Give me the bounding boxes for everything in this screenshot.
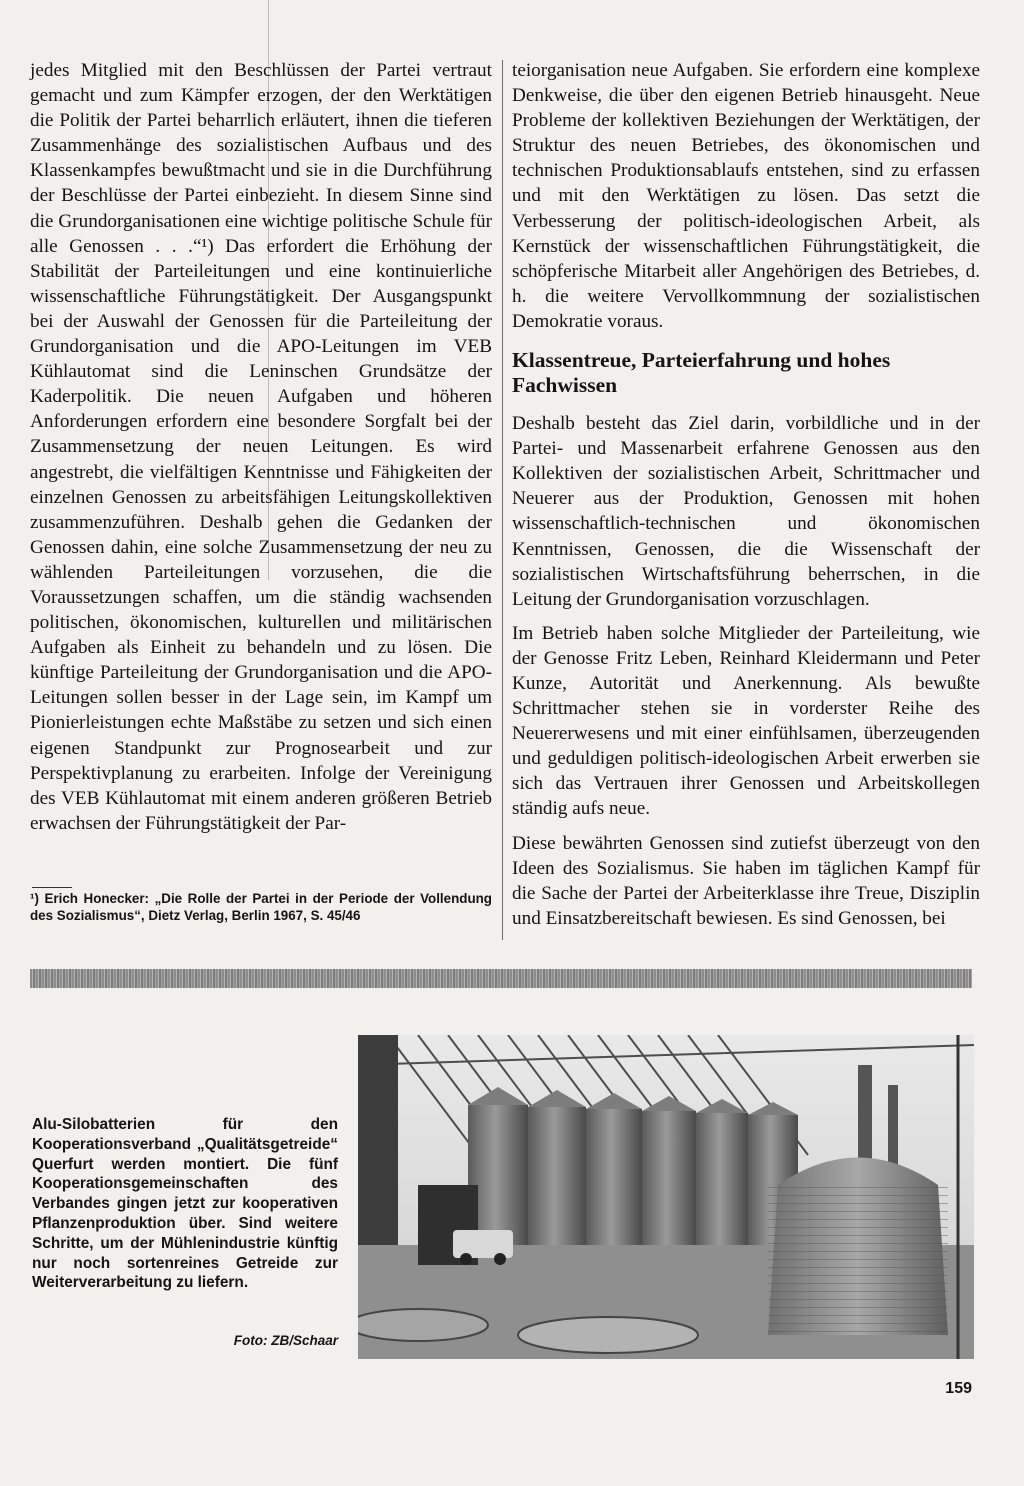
article-left-column [30,58,492,836]
paragraph-3: Diese bewährten Genossen sind zutiefst überzeugt von den Ideen des Sozialismus. Sie haben im täglichen Kampf für die Sache der Partei der Arbeiterklasse ihre Treue, Disziplin und Einsatzbereitschaft bewiesen. Es sind Genossen, bei [512,832,980,929]
page-number: 159 [945,1380,972,1397]
paragraph-2: Im Betrieb haben solche Mitglieder der Parteileitung, wie der Genosse Fritz Leben, Reinhard Kleidermann und Peter Kunze, Autorität und Anerkennung. Als bewußte Schrittmacher stehen sie in vorderster Reihe des Neuererwesens und mit einer einfühlsamen, überzeugenden und geduldigen politisch-ideologischen Arbeit erwerben sie sich das Vertrauen ihrer Genossen und Arbeitskollegen ständig aufs neue. [512,622,980,820]
silo-photo [358,1035,974,1359]
right-column-intro: teiorganisation neue Aufgaben. Sie erfordern eine komplexe Denkweise, die über den eigenen Betrieb hinausgeht. Neue Probleme der kollektiven Beziehungen der Werktätigen, der Struktur des neuen Betriebes, des ökonomischen und technischen Produktionsablaufs entstehen, sind zu erfassen und mit den Werktätigen zu lösen. Das setzt die Verbesserung der politisch-ideologischen Arbeit, als Kernstück der wissenschaftlichen Führungstätigkeit, die schöpferische Mitarbeit aller Angehörigen des Betriebes, d. h. die weitere Vervollkommnung der sozialistischen Demokratie voraus. [512,60,980,332]
footnote-rule [32,887,72,888]
left-column-text: jedes Mitglied mit den Beschlüssen der Partei vertraut gemacht und zum Kämpfer erzogen, der den Werktätigen die Politik der Partei beharrlich erläutert, ihnen die tieferen Zusammenhänge des sozialistischen Aufbaus und des Klassenkampfes bewußtmacht und sie in die Durchführung der Beschlüsse der Partei einbezieht. In diesem Sinne sind die Grundorganisationen eine wichtige politische Schule für alle Genossen . . .“¹) Das erfordert die Erhöhung der Stabilität der Parteileitungen und eine kontinuierliche wissenschaftliche Führungstätigkeit. Der Ausgangspunkt bei der Auswahl der Genossen für die Parteileitung der Grundorganisation und die APO-Leitungen im VEB Kühlautomat sind die Leninschen Grundsätze der Kaderpolitik. Die neuen Aufgaben und höheren Anforderungen erfordern eine besondere Sorgfalt bei der Zusammensetzung der neuen Leitungen. Es wird angestrebt, die vielfältigen Kenntnisse und Fähigkeiten der einzelnen Genossen zu arbeitsfähigen Leitungskollektiven zusammenzuführen. Deshalb gehen die Gedanken der Genossen dahin, eine solche Zusammensetzung der neu zu wählenden Parteileitungen vorzusehen, die die Voraussetzungen schaffen, um die ständig wachsenden politischen, ökonomischen, kulturellen und militärischen Aufgaben als Einheit zu behandeln und zu lösen. Die künftige Parteileitung der Grundorganisation und die APO-Leitungen sollen besser in der Lage sein, im Kampf um Pionierleistungen echte Maßstäbe zu setzen und sich einen eigenen Standpunkt zur Prognosearbeit und zur Perspektivplanung zu erarbeiten. Infolge der Vereinigung des VEB Kühlautomat mit einem anderen größeren Betrieb erwachsen der Führungstätigkeit der Par- [30,60,492,834]
photo-caption: Alu-Silobatterien für den Kooperationsverband „Qualitätsgetreide“ Querfurt werden montiert. Die fünf Kooperationsgemeinschaften des Verbandes gingen jetzt zur kooperativen Pflanzenproduktion über. Sind weitere Schritte, um der Mühlenindustrie künftig nur noch sortenreines Getreide zur Weiterverarbeitung zu liefern. [32,1116,338,1292]
photo-credit: Foto: ZB/Schaar [233,1333,338,1348]
silo-photo-image [358,1035,974,1359]
footnote: ¹) Erich Honecker: „Die Rolle der Partei in der Periode der Vollendung des Sozialismus“, Dietz Verlag, Berlin 1967, S. 45/46 [30,891,492,923]
paragraph-1: Deshalb besteht das Ziel darin, vorbildliche und in der Partei- und Massenarbeit erfahrene Genossen aus den Kollektiven der sozialistischen Arbeit, Schrittmacher und Neuerer aus der Produktion, Genossen mit hohen wissenschaftlich-technischen und ökonomischen Kenntnissen, Genossen, die die Wissenschaft der sozialistischen Wirtschaftsführung beherrschen, in die Leitung der Grundorganisation vorzuschlagen. [512,413,980,610]
section-heading: Klassentreue, Parteierfahrung und hohes Fachwissen [512,348,891,398]
article-right-column [512,58,980,931]
column-divider [502,60,503,940]
decorative-band [30,969,972,988]
